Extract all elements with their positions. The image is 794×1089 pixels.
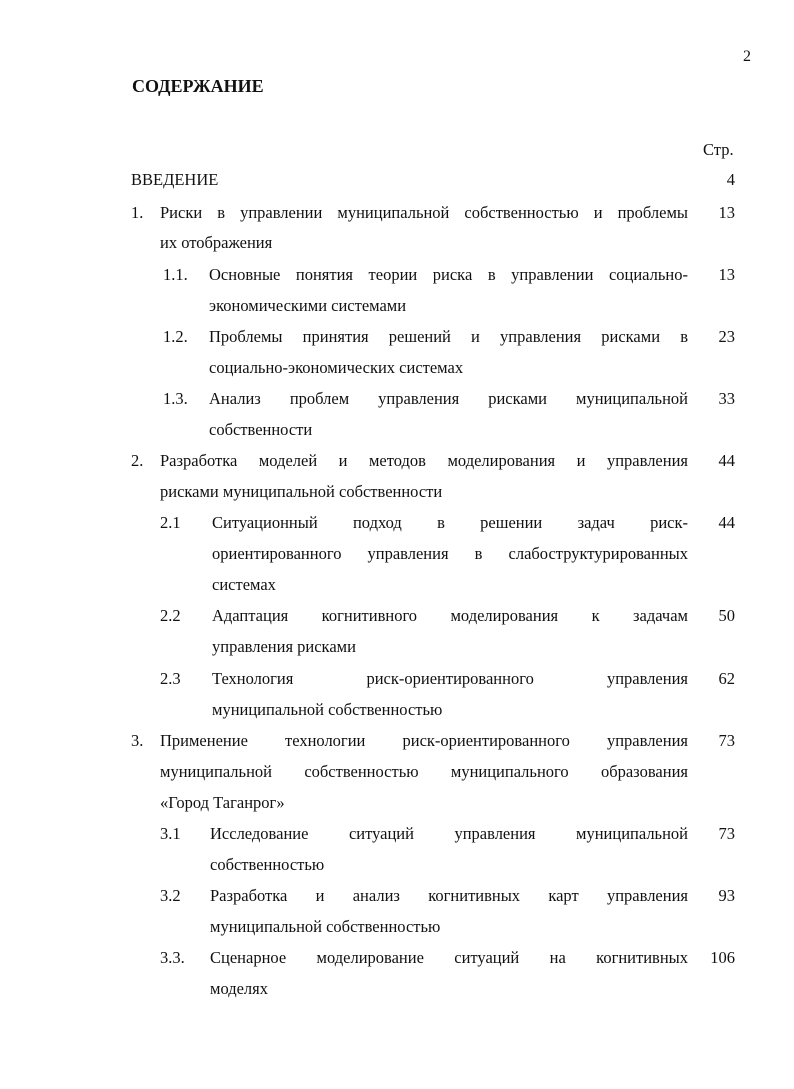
toc-entry-title-line: ориентированного управления в слабоструктурированных	[212, 544, 688, 563]
toc-entry-title-line: муниципальной собственностью муниципального образования	[160, 762, 688, 781]
toc-entry-title-line: системах	[212, 575, 276, 594]
toc-entry-number: 3.	[131, 731, 144, 750]
toc-entry-number: 2.3	[160, 669, 181, 688]
toc-entry-page: 44	[718, 451, 735, 470]
toc-entry-title-line: муниципальной собственностью	[210, 917, 441, 936]
toc-entry-title-line: муниципальной собственностью	[212, 700, 443, 719]
toc-entry-title-line: управления рисками	[212, 637, 356, 656]
toc-entry-title-line: Разработка моделей и методов моделирования и управления	[160, 451, 688, 470]
toc-entry-title-line: Исследование ситуаций управления муниципальной	[210, 824, 688, 843]
toc-entry-number: 1.	[131, 203, 144, 222]
toc-entry-title-line: собственности	[209, 420, 313, 439]
toc-entry-number: 1.1.	[163, 265, 188, 284]
toc-entry-title-line: социально-экономических системах	[209, 358, 464, 377]
page-title: СОДЕРЖАНИЕ	[132, 76, 264, 96]
toc-entry-page: 50	[718, 606, 735, 625]
toc-entry-page: 13	[718, 265, 735, 284]
page-number: 2	[743, 48, 751, 65]
toc-entry-number: 3.1	[160, 824, 181, 843]
toc-entry-number: 2.	[131, 451, 144, 470]
toc-entry-number: 1.3.	[163, 389, 188, 408]
toc-entry-page: 4	[726, 170, 735, 189]
toc-entry-title-line: Анализ проблем управления рисками муниципальной	[209, 389, 688, 408]
toc-entry-page: 44	[718, 513, 735, 532]
toc-entry-page: 13	[718, 203, 735, 222]
toc-entry-title-line: Ситуационный подход в решении задач риск-	[212, 513, 688, 532]
toc-entry-title-line: их отображения	[160, 233, 273, 252]
toc-entry-page: 93	[718, 886, 735, 905]
toc-entry-title-line: Проблемы принятия решений и управления рисками в	[209, 327, 688, 346]
toc-entry-title-line: «Город Таганрог»	[160, 793, 285, 812]
toc-entry-page: 33	[718, 389, 735, 408]
toc-entry-number: 2.1	[160, 513, 181, 532]
toc-entry-title-line: рисками муниципальной собственности	[160, 482, 443, 501]
toc-entry-page: 73	[718, 824, 735, 843]
toc-entry-page: 23	[718, 327, 735, 346]
toc-entry-title-line: Основные понятия теории риска в управлении социально-	[209, 265, 688, 284]
toc-entry-title-line: экономическими системами	[209, 296, 407, 315]
toc-entry-title-line: Технология риск-ориентированного управления	[212, 669, 688, 688]
toc-entry-number: 1.2.	[163, 327, 188, 346]
toc-entry-title-line: ВВЕДЕНИЕ	[131, 170, 219, 189]
toc-entry-number: 3.3.	[160, 948, 185, 967]
toc-entry-title-line: Адаптация когнитивного моделирования к задачам	[212, 606, 688, 625]
toc-entry-page: 62	[718, 669, 735, 688]
toc-entry-number: 3.2	[160, 886, 181, 905]
toc-entry-title-line: Применение технологии риск-ориентированного управления	[160, 731, 688, 750]
toc-entry-number: 2.2	[160, 606, 181, 625]
toc-entry-title-line: собственностью	[210, 855, 325, 874]
toc-entry-title-line: Риски в управлении муниципальной собственностью и проблемы	[160, 203, 688, 222]
page-column-header: Стр.	[703, 140, 734, 159]
toc-entry-page: 106	[710, 948, 735, 967]
toc-entry-title-line: моделях	[210, 979, 269, 998]
toc-entry-title-line: Разработка и анализ когнитивных карт управления	[210, 886, 688, 905]
toc-entry-title-line: Сценарное моделирование ситуаций на когнитивных	[210, 948, 688, 967]
toc-entry-page: 73	[718, 731, 735, 750]
